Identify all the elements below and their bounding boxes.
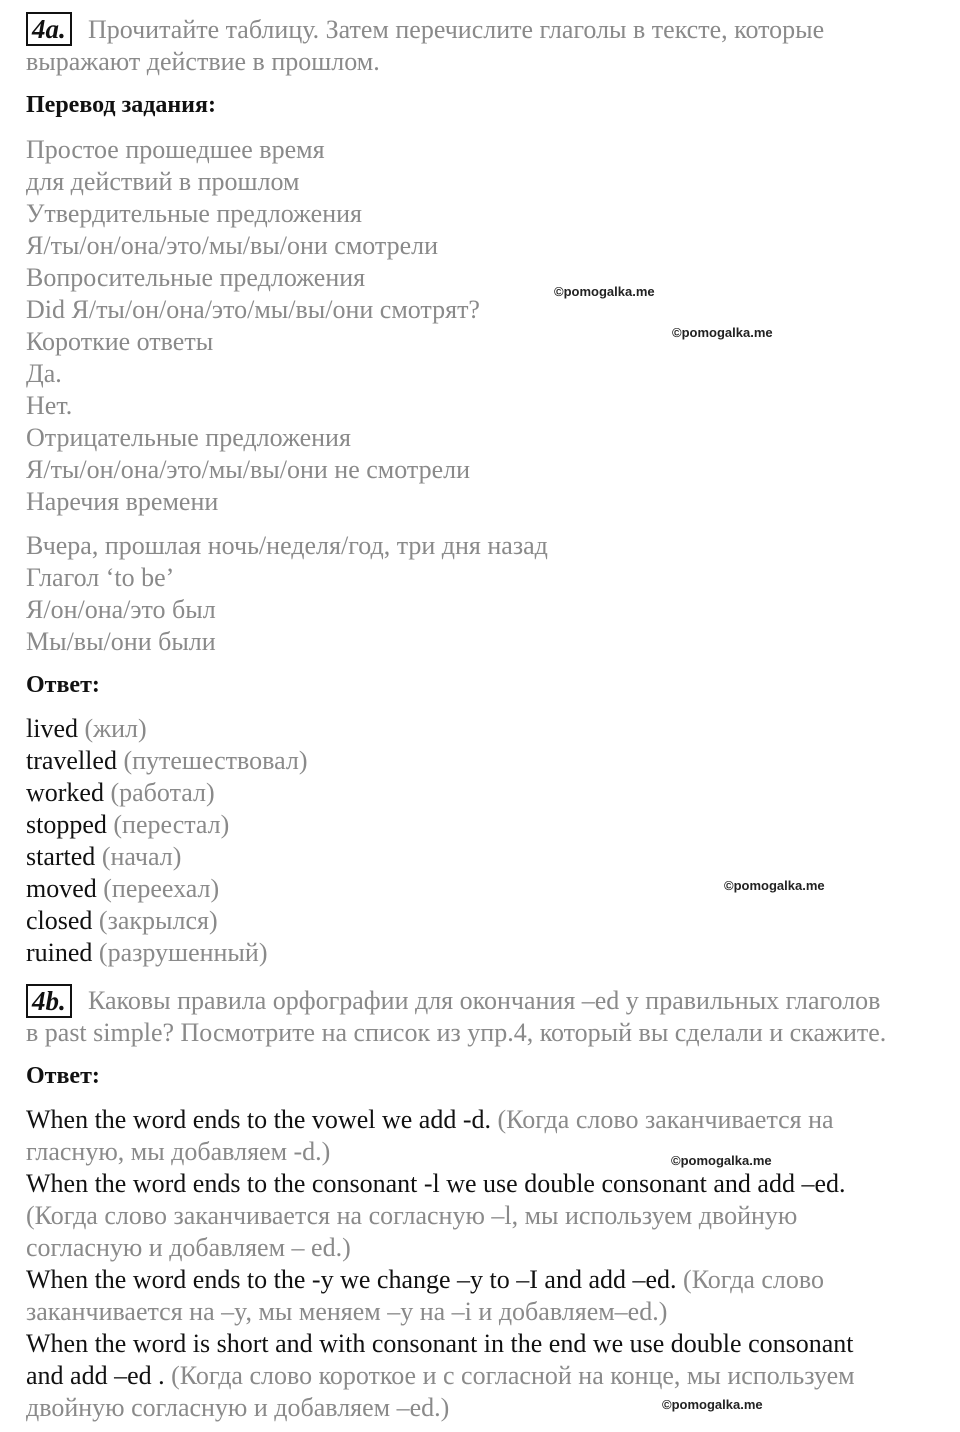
answer-translation: (переехал) — [103, 874, 220, 903]
rule2-russian-line1: (Когда слово заканчивается на согласную –l, мы используем двойную — [26, 1201, 798, 1230]
answer-heading-4b: Ответ: — [26, 1063, 100, 1089]
answer-item — [26, 777, 215, 809]
watermark: ©pomogalka.me — [671, 1153, 772, 1168]
answer-item — [26, 841, 181, 873]
task-4a-instruction-line1: Прочитайте таблицу. Затем перечислите глаголы в тексте, которые — [88, 15, 825, 44]
answer-translation: (закрылся) — [98, 906, 218, 935]
answer-item — [26, 713, 147, 745]
translation-line: Нет. — [26, 391, 73, 420]
answer-item — [26, 873, 219, 905]
answer-translation: (разрушенный) — [98, 938, 268, 967]
rule3-line1 — [26, 1264, 824, 1296]
rule4-russian: (Когда слово короткое и с согласной на конце, мы используем — [171, 1361, 855, 1390]
rule3-english: When the word ends to the -y we change –y to –I and add –ed. — [26, 1265, 677, 1294]
task-4b-instruction-line1: Каковы правила орфографии для окончания –ed у правильных глаголов — [88, 986, 881, 1015]
translation-line: Вопросительные предложения — [26, 263, 366, 292]
rule4-line2 — [26, 1360, 855, 1392]
translation-line: Глагол ‘to be’ — [26, 563, 175, 592]
rule2-english: When the word ends to the consonant -l we use double consonant and add –ed. — [26, 1169, 846, 1198]
task-4a-instruction-line2: выражают действие в прошлом. — [26, 47, 380, 76]
translation-heading: Перевод задания: — [26, 92, 216, 118]
answer-item — [26, 745, 307, 777]
rule3-line2: заканчивается на –y, мы меняем –y на –i и добавляем–ed.) — [26, 1297, 668, 1326]
rule3-russian: (Когда слово — [683, 1265, 824, 1294]
translation-line: Я/ты/он/она/это/мы/вы/они не смотрели — [26, 455, 470, 484]
watermark: ©pomogalka.me — [554, 284, 655, 299]
task-4a-badge: 4a. — [26, 12, 72, 46]
answer-word: moved — [26, 874, 97, 903]
answer-word: worked — [26, 778, 104, 807]
rule4-line3: двойную согласную и добавляем –ed.) — [26, 1393, 450, 1422]
answer-translation: (жил) — [84, 714, 147, 743]
translation-line: Короткие ответы — [26, 327, 214, 356]
answer-item — [26, 809, 229, 841]
answer-translation: (путешествовал) — [123, 746, 308, 775]
rule4-english-line1: When the word is short and with consonant in the end we use double consonant — [26, 1329, 854, 1358]
translation-line: Утвердительные предложения — [26, 199, 363, 228]
translation-line: Я/ты/он/она/это/мы/вы/они смотрели — [26, 231, 439, 260]
translation-line: Я/он/она/это был — [26, 595, 216, 624]
answer-translation: (работал) — [110, 778, 215, 807]
answer-item — [26, 905, 218, 937]
task-4b-instruction-line2: в past simple? Посмотрите на список из упр.4, который вы сделали и скажите. — [26, 1018, 887, 1047]
rule1-line1 — [26, 1104, 834, 1136]
answer-word: stopped — [26, 810, 107, 839]
answer-word: ruined — [26, 938, 93, 967]
task-4b-badge: 4b. — [26, 984, 72, 1018]
answer-translation: (начал) — [101, 842, 182, 871]
translation-line: для действий в прошлом — [26, 167, 300, 196]
translation-line: Вчера, прошлая ночь/неделя/год, три дня назад — [26, 531, 548, 560]
translation-line: Отрицательные предложения — [26, 423, 351, 452]
translation-line: Простое прошедшее время — [26, 135, 325, 164]
translation-line: Мы/вы/они были — [26, 627, 216, 656]
rule1-english: When the word ends to the vowel we add -d. — [26, 1105, 491, 1134]
answer-word: travelled — [26, 746, 117, 775]
answer-word: lived — [26, 714, 78, 743]
answer-heading-4a: Ответ: — [26, 672, 100, 698]
answer-item — [26, 937, 267, 969]
rule2-russian-line2: согласную и добавляем – ed.) — [26, 1233, 351, 1262]
answer-translation: (перестал) — [113, 810, 230, 839]
translation-line: Наречия времени — [26, 487, 219, 516]
answer-word: closed — [26, 906, 93, 935]
rule1-russian: (Когда слово заканчивается на — [497, 1105, 834, 1134]
translation-line: Did Я/ты/он/она/это/мы/вы/они смотрят? — [26, 295, 480, 324]
answer-word: started — [26, 842, 96, 871]
watermark: ©pomogalka.me — [662, 1397, 763, 1412]
translation-line: Да. — [26, 359, 62, 388]
rule4-english-line2: and add –ed . — [26, 1361, 165, 1390]
watermark: ©pomogalka.me — [724, 878, 825, 893]
watermark: ©pomogalka.me — [672, 325, 773, 340]
rule1-line2: гласную, мы добавляем -d.) — [26, 1137, 331, 1166]
